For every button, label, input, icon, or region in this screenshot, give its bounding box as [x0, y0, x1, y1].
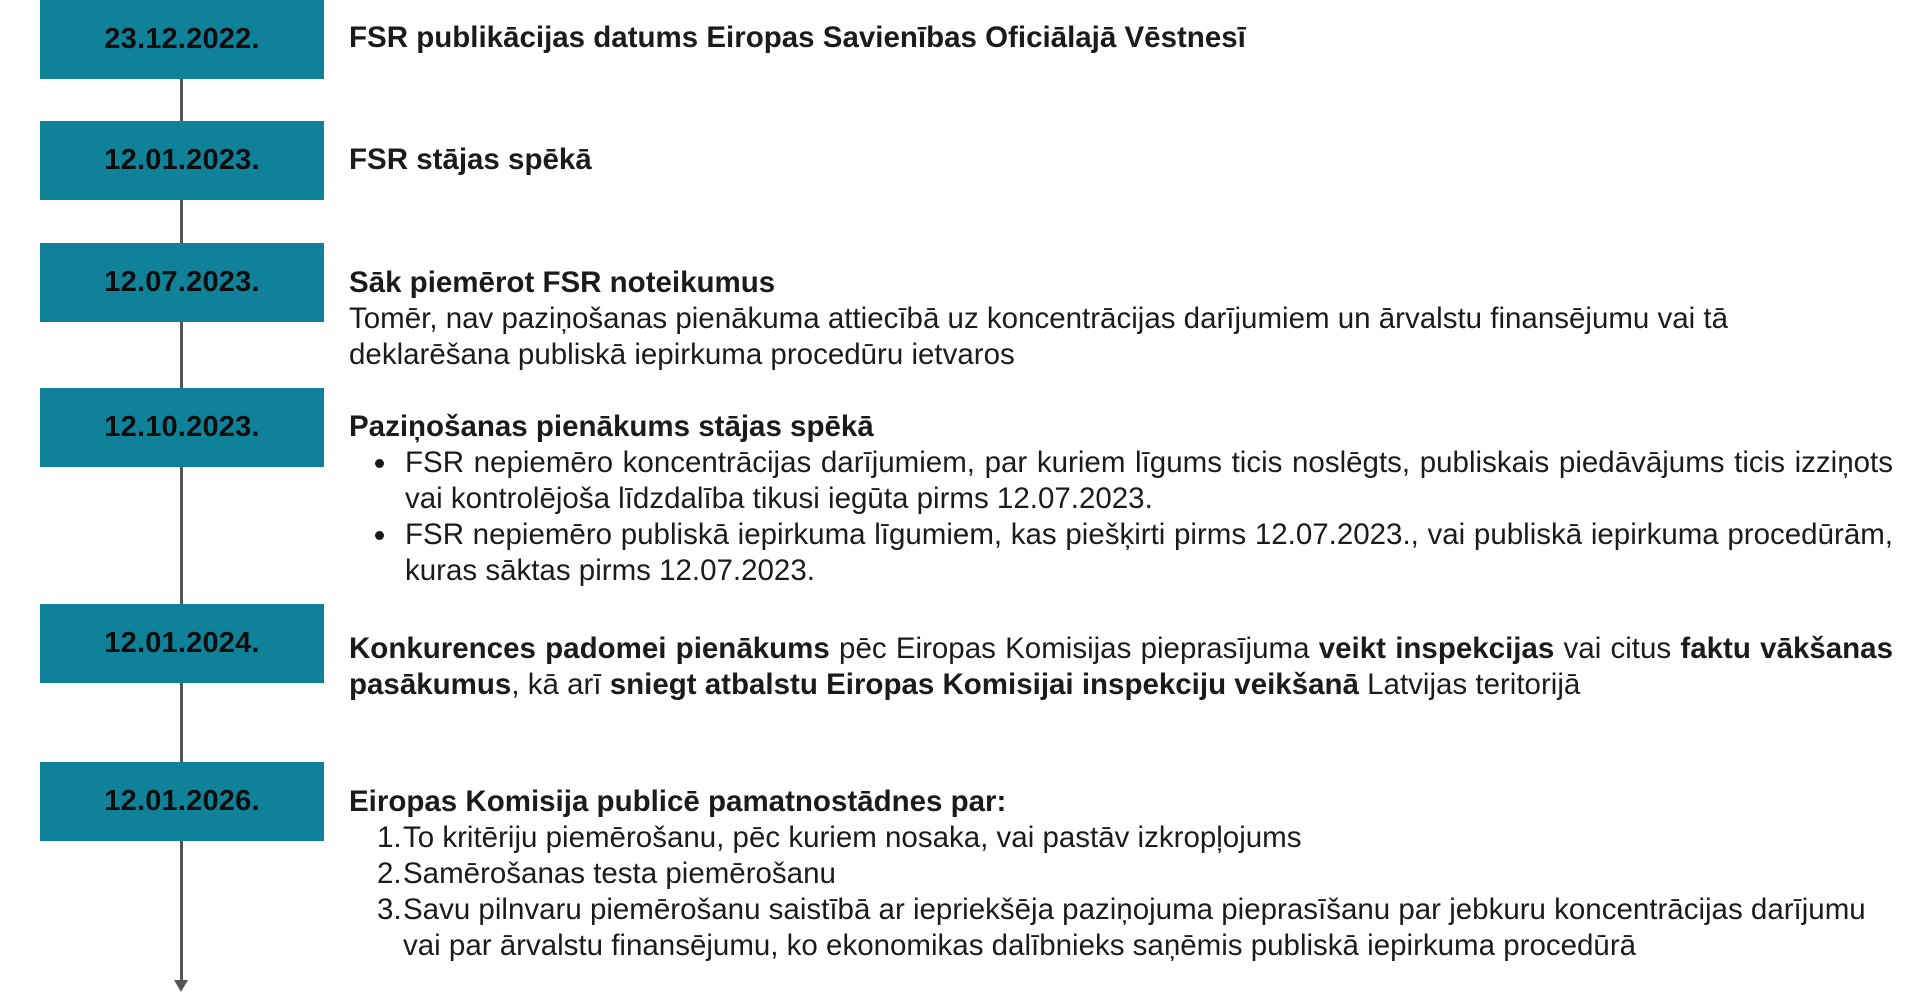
event-text [349, 409, 1893, 589]
event-text [349, 20, 1893, 56]
event-title: Eiropas Komisija publicē pamatnostādnes par: [349, 785, 1007, 818]
date-box [40, 388, 324, 467]
date-box [40, 762, 324, 841]
item-number: 1. [377, 821, 402, 854]
item-number: 2. [377, 857, 402, 890]
date-label: 12.10.2023. [104, 411, 260, 443]
date-box [40, 121, 324, 200]
date-box [40, 243, 324, 322]
numbered-item [349, 820, 1893, 856]
plain-text: Latvijas teritorijā [1358, 668, 1581, 701]
bullet-list [349, 445, 1893, 589]
date-label: 12.01.2023. [104, 144, 260, 176]
date-label: 23.12.2022. [104, 23, 260, 55]
bold-text-konkurences-padomei: Konkurences padomei pienākums [349, 632, 830, 665]
event-description: Tomēr, nav paziņošanas pienākuma attiecībā uz koncentrācijas darījumiem un ārvalstu finansējumu vai tā deklarēšana publiskā iepirkuma procedūru ietvaros [349, 302, 1729, 371]
item-text: Samērošanas testa piemērošanu [403, 857, 836, 890]
item-text: To kritēriju piemērošanu, pēc kuriem nosaka, vai pastāv izkropļojums [403, 821, 1302, 854]
item-number: 3. [377, 893, 402, 926]
event-title: FSR publikācijas datums Eiropas Savienības Oficiālajā Vēstnesī [349, 21, 1246, 54]
bold-text-faktu-vaksanas: faktu vākšanas pasākumus [349, 632, 1893, 701]
bold-text-veikt-inspekcijas: veikt inspekcijas [1318, 632, 1555, 665]
date-box [40, 604, 324, 683]
timeline-arrow-down-icon [174, 980, 188, 992]
date-label: 12.01.2024. [104, 627, 260, 659]
date-label: 12.07.2023. [104, 266, 260, 298]
bold-text-sniegt-atbalstu: sniegt atbalstu Eiropas Komisijai inspekciju veikšanā [609, 668, 1359, 701]
event-title: Sāk piemērot FSR noteikumus [349, 266, 776, 299]
bullet-item: FSR nepiemēro koncentrācijas darījumiem, par kuriem līgums ticis noslēgts, publiskais piedāvājums ticis izziņots vai kontrolējoša līdzdalība tikusi iegūta pirms 12.07.2023. [349, 445, 1893, 517]
numbered-item [349, 856, 1893, 892]
event-title: FSR stājas spēkā [349, 143, 592, 176]
event-title: Paziņošanas pienākums stājas spēkā [349, 410, 874, 443]
date-label: 12.01.2026. [104, 785, 260, 817]
event-text [349, 142, 1893, 178]
bullet-item: FSR nepiemēro publiskā iepirkuma līgumiem, kas piešķirti pirms 12.07.2023., vai publiskā iepirkuma procedūrām, kuras sāktas pirms 12.07.2023. [349, 517, 1893, 589]
event-text [349, 784, 1893, 964]
plain-text: pēc Eiropas Komisijas pieprasījuma [829, 632, 1319, 665]
event-paragraph [349, 631, 1893, 703]
event-text [349, 265, 1893, 373]
event-text [349, 631, 1893, 703]
date-box [40, 0, 324, 79]
item-text: Savu pilnvaru piemērošanu saistībā ar iepriekšēja paziņojuma pieprasīšanu par jebkuru koncentrācijas darījumu vai par ārvalstu finansējumu, ko ekonomikas dalībnieks saņēmis publiskā iepirkuma procedūrā [403, 893, 1866, 962]
timeline-axis-line [180, 78, 183, 982]
plain-text: , kā arī [511, 668, 610, 701]
numbered-item [349, 892, 1893, 964]
numbered-list [349, 820, 1893, 964]
plain-text: vai citus [1554, 632, 1681, 665]
